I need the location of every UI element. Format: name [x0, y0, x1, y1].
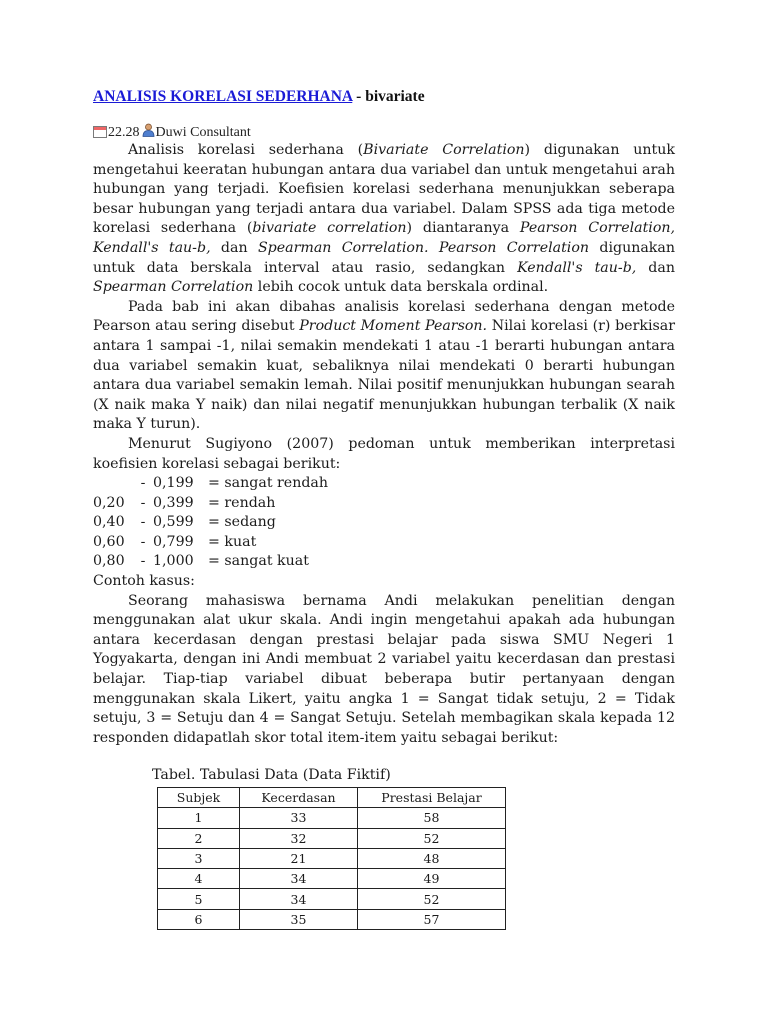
contoh-kasus-heading: Contoh kasus:: [93, 573, 195, 590]
article-body: [93, 141, 675, 748]
cell-subjek: 5: [158, 889, 240, 909]
paragraph-intro: Analisis korelasi sederhana (Bivariate Correlation) digunakan untuk mengetahui keeratan hubungan antara dua variabel dan untuk mengetahui arah hubungan yang terjadi. Koefisien korelasi sederhana menunjukkan seberapa besar hubungan yang terjadi antara dua variabel. Dalam SPSS ada tiga metode korelasi sederhana (bivariate correlation) diantaranya Pearson Correlation, Kendall's tau-b, dan Spearman Correlation. Pearson Correlation digunakan untuk data berskala interval atau rasio, sedangkan Kendall's tau-b, dan Spearman Correlation lebih cocok untuk data berskala ordinal.: [93, 142, 676, 296]
cell-prestasi: 49: [358, 869, 506, 889]
interpretation-scale: [93, 474, 675, 572]
cell-subjek: 2: [158, 828, 240, 848]
cell-subjek: 6: [158, 909, 240, 929]
table-caption: Tabel. Tabulasi Data (Data Fiktif): [152, 767, 391, 783]
calendar-icon: [93, 126, 107, 138]
article-title: [93, 88, 425, 106]
cell-prestasi: 52: [358, 889, 506, 909]
table-row: [158, 848, 506, 868]
cell-kecerdasan: 33: [240, 808, 358, 828]
table-row: [158, 869, 506, 889]
person-icon: [142, 123, 155, 142]
cell-prestasi: 48: [358, 848, 506, 868]
paragraph-case: Seorang mahasiswa bernama Andi melakukan penelitian dengan menggunakan alat ukur skala. Andi ingin mengetahui apakah ada hubungan antara kecerdasan dengan prestasi belajar pada siswa SMU Negeri 1 Yogyakarta, dengan ini Andi membuat 2 variabel yaitu kecerdasan dan prestasi belajar. Tiap-tiap variabel dibuat beberapa butir pertanyaan dengan menggunakan skala Likert, yaitu angka 1 = Sangat tidak setuju, 2 = Tidak setuju, 3 = Setuju dan 4 = Sangat Setuju. Setelah membagikan skala kepada 12 responden didapatlah skor total item-item yaitu sebagai berikut:: [93, 592, 675, 746]
article-title-link[interactable]: ANALISIS KORELASI SEDERHANA: [93, 88, 353, 105]
header-prestasi: Prestasi Belajar: [358, 788, 506, 808]
scale-row: 0,40 - 0,599 = sedang: [93, 514, 276, 531]
cell-prestasi: 52: [358, 828, 506, 848]
scale-row: 0,60 - 0,799 = kuat: [93, 533, 257, 550]
post-meta: [93, 123, 251, 142]
table-row: [158, 808, 506, 828]
scale-row: - 0,199 = sangat rendah: [140, 475, 329, 492]
cell-prestasi: 57: [358, 909, 506, 929]
cell-subjek: 4: [158, 869, 240, 889]
scale-row: 0,80 - 1,000 = sangat kuat: [93, 553, 309, 570]
scale-row: 0,20 - 0,399 = rendah: [93, 494, 276, 511]
header-subjek: Subjek: [158, 788, 240, 808]
table-row: [158, 909, 506, 929]
post-time: 22.28: [108, 124, 140, 140]
article-title-suffix: - bivariate: [352, 88, 425, 105]
header-kecerdasan: Kecerdasan: [240, 788, 358, 808]
cell-kecerdasan: 32: [240, 828, 358, 848]
cell-kecerdasan: 34: [240, 869, 358, 889]
data-table: [157, 787, 506, 930]
table-header-row: [158, 788, 506, 808]
cell-kecerdasan: 35: [240, 909, 358, 929]
cell-subjek: 3: [158, 848, 240, 868]
cell-subjek: 1: [158, 808, 240, 828]
cell-kecerdasan: 21: [240, 848, 358, 868]
paragraph-sugiyono: Menurut Sugiyono (2007) pedoman untuk memberikan interpretasi koefisien korelasi sebagai berikut:: [93, 435, 675, 472]
paragraph-pearson: Pada bab ini akan dibahas analisis korelasi sederhana dengan metode Pearson atau sering disebut Product Moment Pearson. Nilai korelasi (r) berkisar antara 1 sampai -1, nilai semakin mendekati 1 atau -1 berarti hubungan antara dua variabel semakin kuat, sebaliknya nilai mendekati 0 berarti hubungan antara dua variabel semakin lemah. Nilai positif menunjukkan hubungan searah (X naik maka Y naik) dan nilai negatif menunjukkan hubungan terbalik (X naik maka Y turun).: [93, 298, 676, 433]
table-row: [158, 828, 506, 848]
table-row: [158, 889, 506, 909]
post-author: Duwi Consultant: [155, 124, 251, 140]
cell-prestasi: 58: [358, 808, 506, 828]
cell-kecerdasan: 34: [240, 889, 358, 909]
